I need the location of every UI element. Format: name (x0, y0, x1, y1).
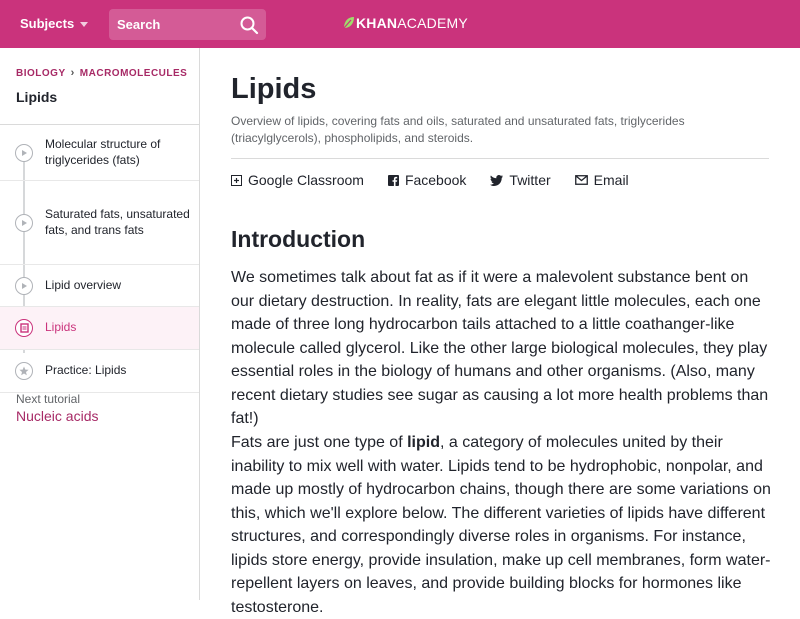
sidebar-item-label: Molecular structure of triglycerides (fats) (45, 137, 161, 167)
logo-text-khan: KHAN (356, 15, 398, 31)
chevron-right-icon: › (70, 67, 75, 79)
share-label: Twitter (509, 172, 551, 188)
tutorial-steps (0, 124, 199, 393)
google-classroom-icon (231, 175, 242, 186)
sidebar-item-molecular-structure[interactable] (0, 125, 199, 181)
play-icon (15, 277, 33, 295)
paragraph-lipid-definition (231, 431, 771, 619)
share-label: Google Classroom (248, 172, 364, 188)
logo-text-academy: ACADEMY (397, 15, 468, 31)
sidebar-item-label: Saturated fats, unsaturated fats, and trans fats (45, 207, 190, 237)
share-bar (231, 172, 653, 188)
article-summary: Overview of lipids, covering fats and oils, saturated and unsaturated fats, triglycerides (triacylglycerols), phospholipids, and steroids. (231, 114, 685, 145)
sidebar-item-lipids[interactable] (0, 307, 199, 350)
paragraph-intro: We sometimes talk about fat as if it were a malevolent substance bent on our dietary destruction. In reality, fats are elegant little molecules, each one made of three long hydrocarbon tails attached to a little coathanger-like molecule called glycerol. Like the other large biological molecules, they play essential roles in the biology of humans and other organisms. (Also, many recent dietary studies see sugar as causing a lot more health problems than fat!) (231, 269, 769, 427)
leaf-logo-icon (343, 16, 355, 30)
subjects-menu-button[interactable] (20, 16, 88, 31)
page-title: Lipids (231, 73, 317, 105)
paragraph-text: , a category of molecules united by their inability to mix well with water. Lipids tend to be hydrophobic, nonpolar, and made up mostly of hydrocarbon chains, though there are some variations on this, which we'll explore below. The different varieties of lipids have different structures, and correspondingly diverse roles in organisms. For instance, lipids store energy, provide insulation, make up cell membranes, form water-repellent layers on leaves, and provide building blocks for hormones like testosterone. (231, 434, 771, 616)
share-label: Facebook (404, 172, 467, 188)
lipid-term: lipid (407, 434, 440, 451)
sidebar-item-label: Lipids (45, 320, 77, 335)
facebook-share-button[interactable] (388, 172, 466, 188)
section-heading-introduction: Introduction (231, 226, 366, 252)
search-input[interactable] (117, 17, 227, 32)
email-icon (575, 175, 588, 185)
twitter-share-button[interactable] (490, 172, 550, 188)
play-icon (15, 144, 33, 162)
article-icon (15, 319, 33, 337)
next-tutorial-label: Next tutorial (16, 392, 81, 406)
search-box[interactable] (109, 9, 266, 40)
sidebar-item-practice-lipids[interactable] (0, 350, 199, 393)
paragraph-text: Fats are just one type of (231, 434, 408, 451)
tutorial-title: Lipids (16, 89, 58, 105)
star-icon (15, 362, 33, 380)
sidebar-item-lipid-overview[interactable] (0, 265, 199, 307)
facebook-icon (388, 175, 399, 186)
sidebar-item-saturated-fats[interactable] (0, 181, 199, 265)
breadcrumb (16, 67, 187, 79)
sidebar-item-label: Practice: Lipids (45, 363, 127, 378)
top-navigation-bar (0, 0, 800, 48)
divider (231, 158, 769, 159)
play-icon (15, 214, 33, 232)
share-label: Email (593, 172, 629, 188)
search-icon[interactable] (239, 15, 259, 35)
breadcrumb-macromolecules[interactable]: MACROMOLECULES (79, 67, 188, 79)
khan-academy-logo[interactable] (343, 15, 468, 31)
breadcrumb-biology[interactable]: BIOLOGY (16, 67, 66, 79)
twitter-icon (490, 175, 503, 186)
email-share-button[interactable] (575, 172, 629, 188)
next-tutorial-link[interactable]: Nucleic acids (16, 408, 99, 424)
sidebar-item-label: Lipid overview (45, 277, 122, 292)
subjects-label: Subjects (20, 16, 75, 31)
tutorial-sidebar (0, 48, 200, 600)
google-classroom-share-button[interactable] (231, 172, 364, 188)
caret-down-icon (80, 22, 88, 27)
